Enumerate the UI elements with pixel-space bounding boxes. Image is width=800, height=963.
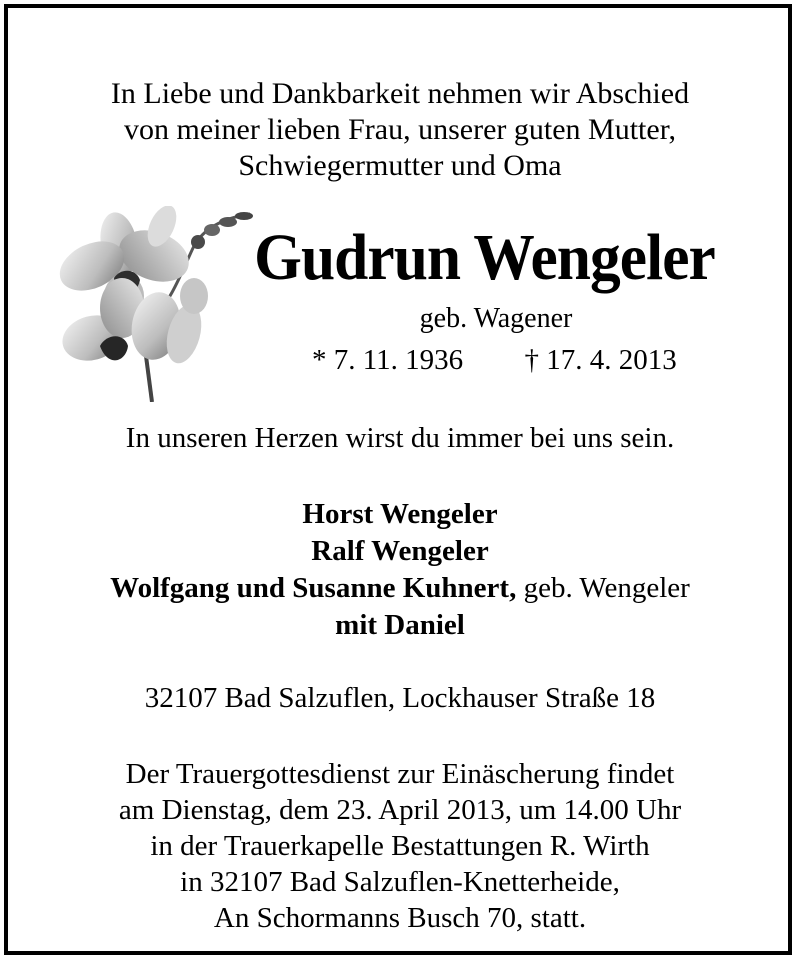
service-info (0, 756, 800, 936)
family-member: Horst Wengeler (302, 498, 498, 530)
service-line: Der Trauergottesdienst zur Einäscherung findet (125, 758, 675, 790)
family-signatures (0, 496, 800, 644)
service-line: in 32107 Bad Salzuflen-Knetterheide, (180, 866, 620, 898)
birth-date: * 7. 11. 1936 (312, 344, 464, 376)
family-member-birthname: geb. Wengeler (516, 572, 690, 604)
deceased-name: Gudrun Wengeler (254, 221, 715, 294)
motto: In unseren Herzen wirst du immer bei uns sein. (125, 422, 675, 454)
family-member: mit Daniel (335, 609, 465, 641)
intro-line: von meiner lieben Frau, unserer guten Mutter, (124, 113, 676, 146)
family-address: 32107 Bad Salzuflen, Lockhauser Straße 18 (144, 682, 656, 714)
life-dates (300, 344, 700, 377)
service-line: in der Trauerkapelle Bestattungen R. Wirth (150, 830, 650, 862)
family-member: Ralf Wengeler (311, 535, 489, 567)
service-line: am Dienstag, dem 23. April 2013, um 14.00 Uhr (118, 794, 682, 826)
death-date: † 17. 4. 2013 (524, 344, 677, 376)
birth-name: geb. Wagener (419, 303, 573, 334)
intro-line: In Liebe und Dankbarkeit nehmen wir Abschied (110, 77, 690, 110)
family-member: Wolfgang und Susanne Kuhnert, (110, 572, 517, 604)
intro-line: Schwiegermutter und Oma (238, 149, 562, 182)
service-line: An Schormanns Busch 70, statt. (213, 902, 587, 934)
orchid-image (44, 206, 258, 402)
intro-text (0, 76, 800, 184)
